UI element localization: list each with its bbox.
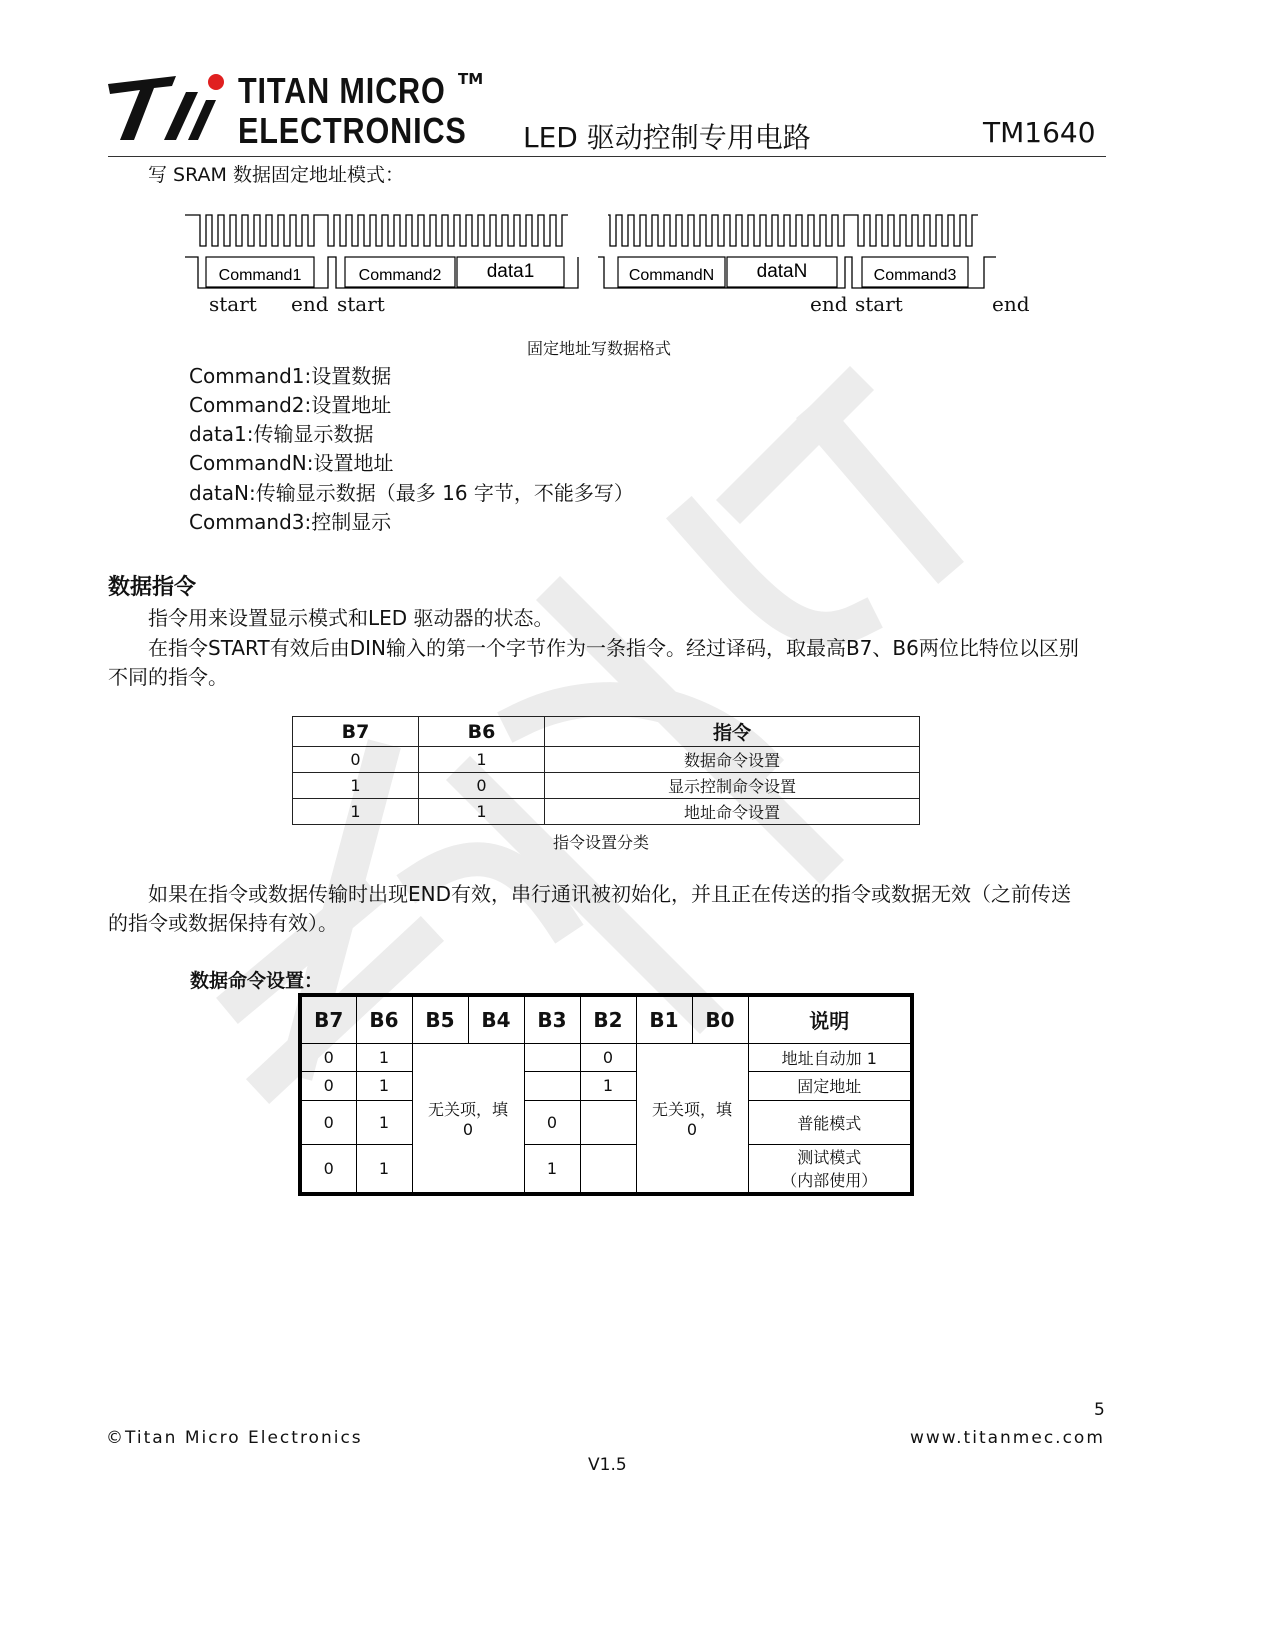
cell: 普能模式 xyxy=(748,1100,912,1144)
cell: 0 xyxy=(580,1043,636,1071)
desc-line: （内部使用） xyxy=(781,1171,878,1191)
cell: 1 xyxy=(419,799,545,825)
cell: 0 xyxy=(300,1100,356,1144)
marker-start: start xyxy=(209,292,257,316)
cell: 1 xyxy=(293,773,419,799)
marker-start: start xyxy=(855,292,903,316)
cell: 0 xyxy=(293,747,419,773)
cell: 1 xyxy=(356,1071,412,1100)
command-box-label: Command2 xyxy=(358,267,442,284)
command-box-label: Command1 xyxy=(218,267,302,284)
paragraph: 在指令START有效后由DIN输入的第一个字节作为一条指令。经过译码，取最高B7、B6两位比特位以区别 xyxy=(148,636,1079,660)
header-divider xyxy=(108,156,1106,157)
table-row xyxy=(300,1043,912,1071)
col-b3: B3 xyxy=(524,995,580,1043)
col-description: 说明 xyxy=(748,995,912,1043)
logo-line2: ELECTRONICS xyxy=(238,110,467,151)
header-title: LED 驱动控制专用电路 xyxy=(523,121,811,154)
diagram-caption: 固定地址写数据格式 xyxy=(527,339,672,358)
logo-line1: TITAN MICRO xyxy=(238,70,446,111)
definition: CommandN:设置地址 xyxy=(189,451,394,475)
dont-care-b1-b0 xyxy=(636,1043,748,1194)
cell: 0 xyxy=(419,773,545,799)
col-b6: B6 xyxy=(419,717,545,747)
paragraph: 如果在指令或数据传输时出现END有效，串行通讯被初始化，并且正在传送的指令或数据无效（之前传送 xyxy=(148,882,1071,906)
definition: data1:传输显示数据 xyxy=(189,422,374,446)
paragraph: 不同的指令。 xyxy=(108,665,228,689)
cell: 0 xyxy=(300,1144,356,1194)
cell xyxy=(524,1043,580,1071)
paragraph: 的指令或数据保持有效）。 xyxy=(108,911,338,935)
dont-care-text: 无关项，填 xyxy=(651,1099,732,1119)
table-row xyxy=(300,1071,912,1100)
marker-end: end xyxy=(291,292,329,316)
section-title-data-command-setting: 数据命令设置： xyxy=(190,970,324,992)
col-b0: B0 xyxy=(692,995,748,1043)
col-b6: B6 xyxy=(356,995,412,1043)
cell: 1 xyxy=(419,747,545,773)
page-number: 5 xyxy=(1094,1400,1105,1420)
cell: 0 xyxy=(300,1043,356,1071)
cell: 1 xyxy=(356,1144,412,1194)
section-title-fixed-address: 写 SRAM 数据固定地址模式： xyxy=(148,164,404,186)
cell xyxy=(748,1144,912,1194)
cell: 数据命令设置 xyxy=(545,747,920,773)
cell xyxy=(580,1100,636,1144)
definition: Command2:设置地址 xyxy=(189,393,392,417)
cell: 固定地址 xyxy=(748,1071,912,1100)
table-row xyxy=(300,1144,912,1194)
definition: Command3:控制显示 xyxy=(189,510,392,534)
col-b7: B7 xyxy=(300,995,356,1043)
col-b4: B4 xyxy=(468,995,524,1043)
definition: dataN:传输显示数据（最多 16 字节，不能多写） xyxy=(189,481,634,505)
dont-care-value: 0 xyxy=(686,1119,698,1139)
clock-line xyxy=(608,215,978,246)
dont-care-b5-b4 xyxy=(412,1043,524,1194)
cell xyxy=(580,1144,636,1194)
clock-line xyxy=(185,215,568,246)
dont-care-text: 无关项，填 xyxy=(427,1099,508,1119)
cell: 地址命令设置 xyxy=(545,799,920,825)
paragraph: 指令用来设置显示模式和LED 驱动器的状态。 xyxy=(148,606,554,630)
table-row xyxy=(293,799,920,825)
cell: 1 xyxy=(293,799,419,825)
table-row xyxy=(293,747,920,773)
table-caption: 指令设置分类 xyxy=(553,833,650,852)
logo xyxy=(106,70,486,150)
cell: 1 xyxy=(524,1144,580,1194)
marker-end: end xyxy=(992,292,1030,316)
dont-care-value: 0 xyxy=(462,1119,474,1139)
cell: 0 xyxy=(524,1100,580,1144)
command-class-table xyxy=(292,716,920,825)
col-b1: B1 xyxy=(636,995,692,1043)
command-box-label: CommandN xyxy=(628,267,715,284)
timing-diagram xyxy=(0,180,1100,290)
logo-mark-icon xyxy=(106,70,231,145)
desc-line: 测试模式 xyxy=(797,1148,862,1168)
cell: 1 xyxy=(580,1071,636,1100)
cell: 地址自动加 1 xyxy=(748,1043,912,1071)
cell xyxy=(524,1071,580,1100)
data-command-table xyxy=(298,993,914,1196)
marker-start: start xyxy=(337,292,385,316)
col-b7: B7 xyxy=(293,717,419,747)
col-command: 指令 xyxy=(545,717,920,747)
footer-version: V1.5 xyxy=(588,1455,627,1475)
logo-tm: TM xyxy=(458,70,484,88)
col-b2: B2 xyxy=(580,995,636,1043)
table-row xyxy=(300,1100,912,1144)
table-row xyxy=(293,773,920,799)
cell: 1 xyxy=(356,1100,412,1144)
cell: 1 xyxy=(356,1043,412,1071)
col-b5: B5 xyxy=(412,995,468,1043)
definition: Command1:设置数据 xyxy=(189,364,392,388)
cell: 显示控制命令设置 xyxy=(545,773,920,799)
part-number: TM1640 xyxy=(983,116,1096,149)
footer-url: www.titanmec.com xyxy=(910,1428,1105,1448)
command-box-label: data1 xyxy=(486,261,535,282)
section-title-data-command: 数据指令 xyxy=(108,575,197,600)
command-box-label: dataN xyxy=(756,261,808,282)
cell: 0 xyxy=(300,1071,356,1100)
footer-copyright: ©Titan Micro Electronics xyxy=(106,1428,363,1448)
marker-end: end xyxy=(810,292,848,316)
command-box-label: Command3 xyxy=(873,267,957,284)
